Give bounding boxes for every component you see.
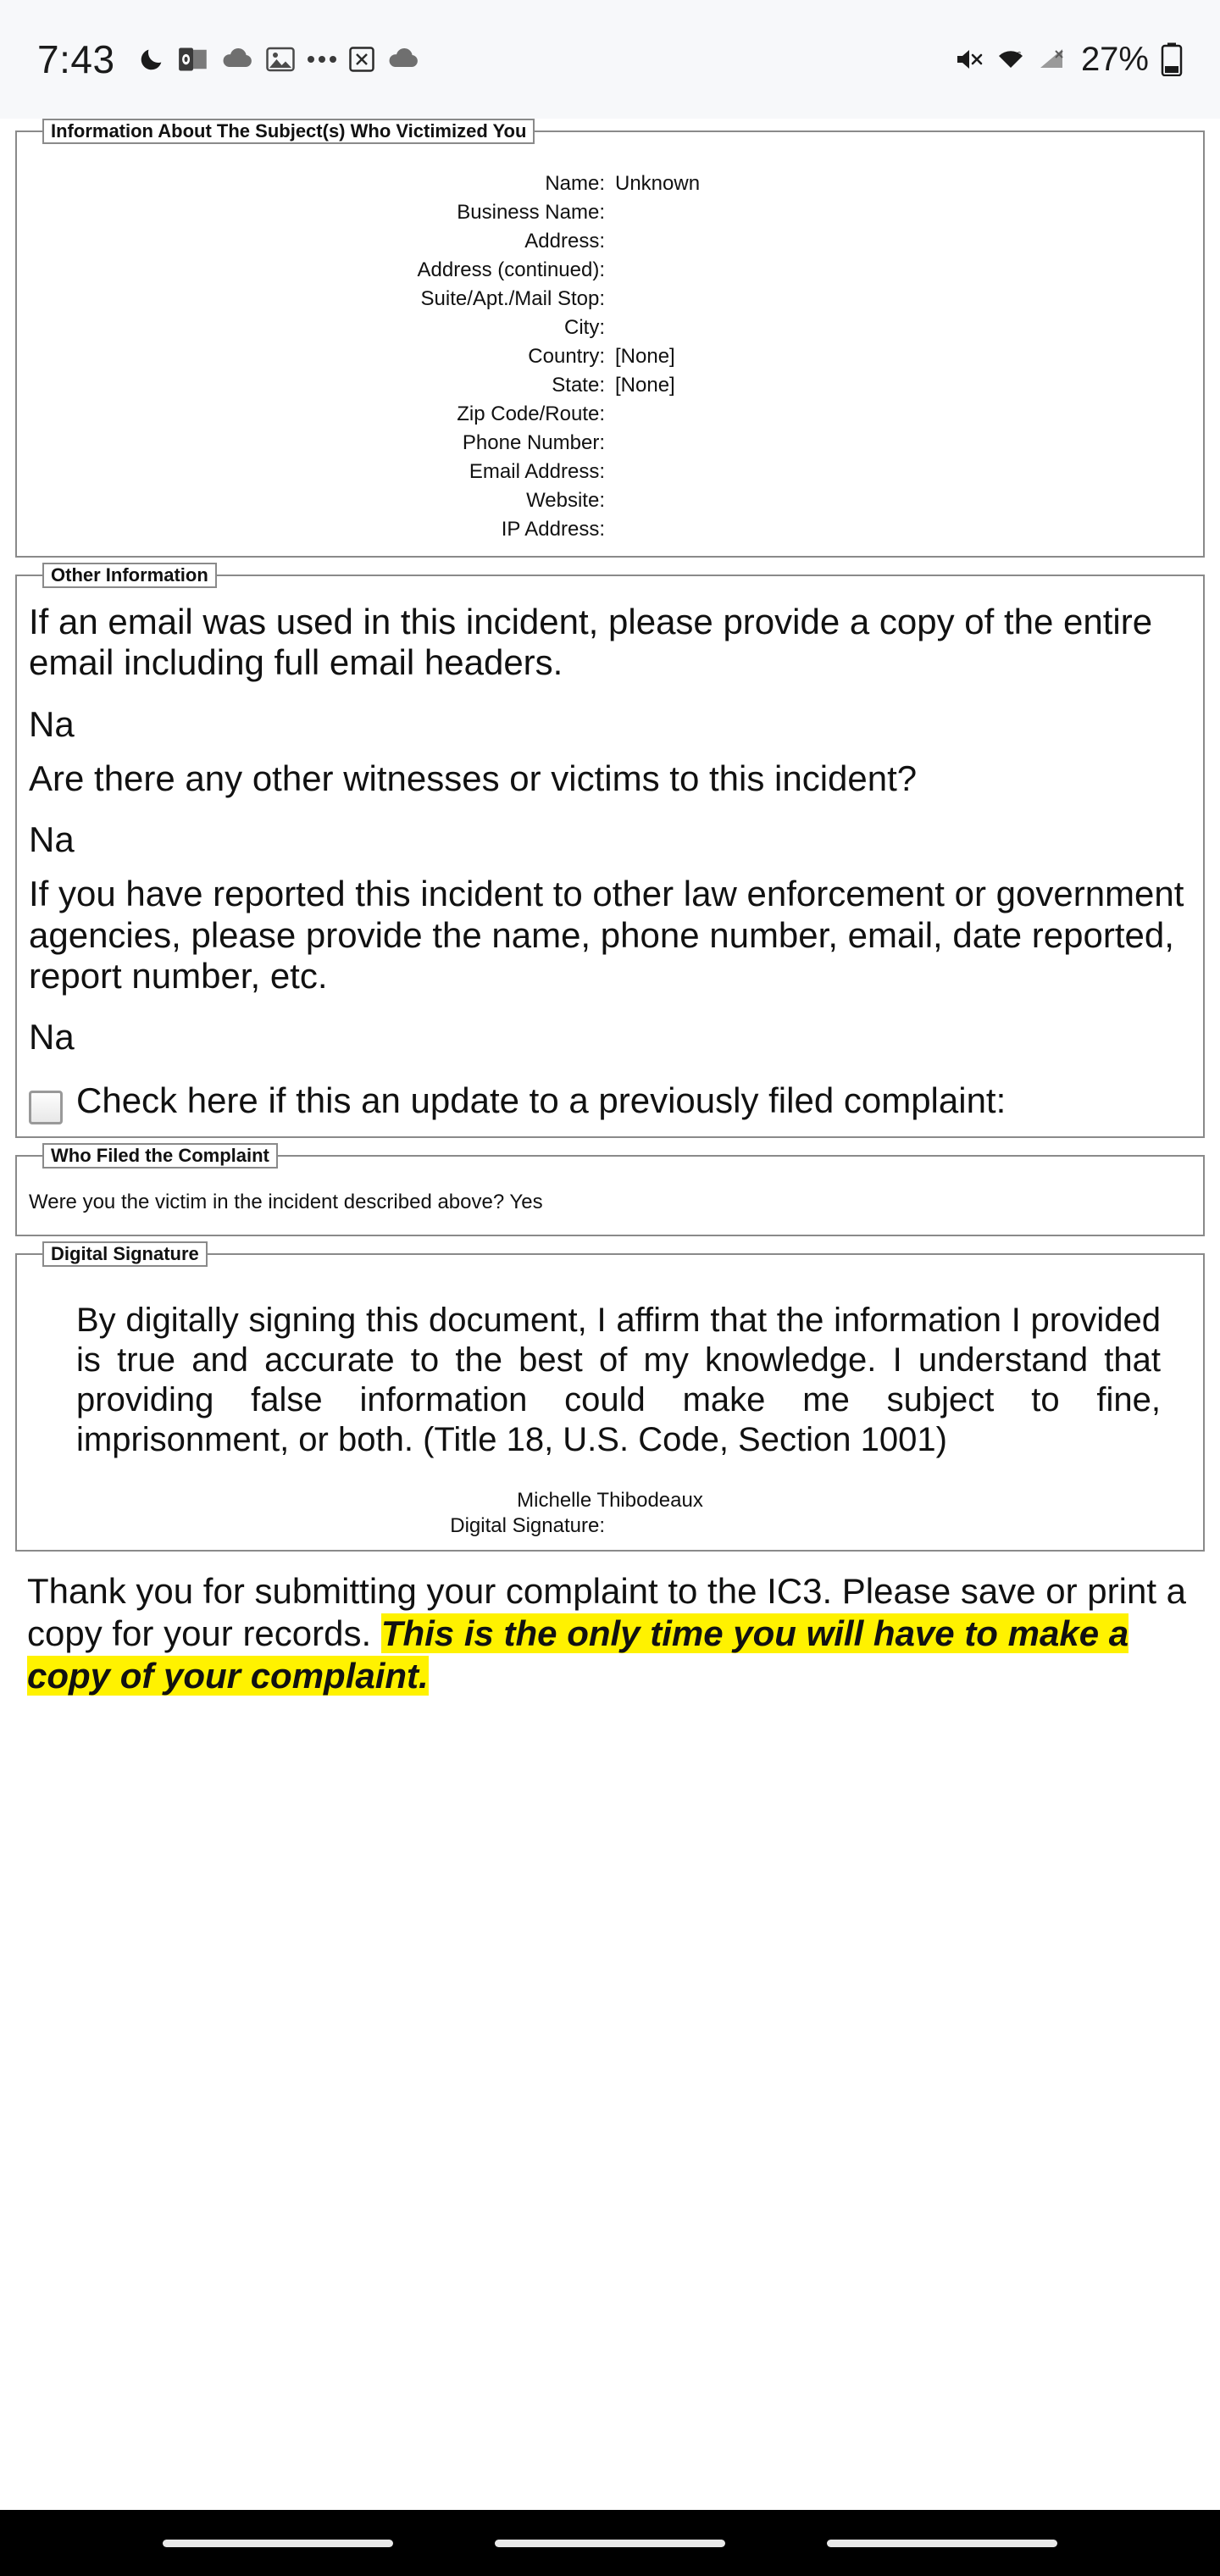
update-complaint-label: Check here if this an update to a previously filed complaint: xyxy=(76,1080,1006,1120)
table-row xyxy=(29,169,1191,198)
other-agencies-question: If you have reported this incident to other law enforcement or government agencies, please provide the name, phone number, email, date reported, report number, etc. xyxy=(29,874,1184,997)
update-complaint-checkbox-row[interactable] xyxy=(29,1080,1191,1124)
signature-name: Michelle Thibodeaux xyxy=(517,1489,703,1513)
field-value xyxy=(610,515,1191,544)
field-label: Email Address: xyxy=(469,460,605,483)
status-right-icons xyxy=(954,41,1183,79)
field-value xyxy=(610,400,1191,429)
field-label: Zip Code/Route: xyxy=(457,402,605,425)
other-information-section xyxy=(15,563,1205,1138)
who-filed-section xyxy=(15,1143,1205,1236)
field-value xyxy=(610,486,1191,515)
field-value xyxy=(610,285,1191,314)
status-left-icons xyxy=(137,45,420,74)
witness-question: Are there any other witnesses or victims to this incident? xyxy=(29,758,918,798)
cloud-icon-2 xyxy=(386,47,420,72)
nav-recents-button[interactable] xyxy=(163,2540,393,2547)
who-filed-legend: Who Filed the Complaint xyxy=(42,1143,278,1169)
status-bar xyxy=(0,0,1220,119)
field-value xyxy=(610,314,1191,342)
table-row xyxy=(29,400,1191,429)
field-value: Unknown xyxy=(615,172,701,195)
affirmation-text: By digitally signing this document, I affirm that the information I provided is true and accurate to the best of my knowledge. I understand that providing false information could make me subject to fine, imprisonment, or both. (Title 18, U.S. Code, Section 1001) xyxy=(76,1301,1161,1459)
table-row xyxy=(29,458,1191,486)
subject-fields-table xyxy=(29,169,1191,544)
field-label: Website: xyxy=(526,489,605,512)
mute-icon xyxy=(954,46,984,73)
table-row xyxy=(29,371,1191,400)
signature-label-row xyxy=(29,1514,1191,1538)
field-value: [None] xyxy=(615,374,675,397)
field-label: Phone Number: xyxy=(462,431,605,454)
table-row xyxy=(29,198,1191,227)
battery-percent: 27% xyxy=(1080,40,1149,78)
svg-text:6: 6 xyxy=(1016,51,1022,60)
who-filed-text: Were you the victim in the incident described above? Yes xyxy=(29,1190,543,1213)
wifi-icon xyxy=(995,46,1027,73)
field-value xyxy=(610,198,1191,227)
closing-message xyxy=(27,1570,1193,1696)
field-label: IP Address: xyxy=(501,518,605,541)
table-row xyxy=(29,256,1191,285)
table-row xyxy=(29,515,1191,544)
other-agencies-answer: Na xyxy=(29,1017,75,1058)
checkbox-icon[interactable] xyxy=(29,1091,63,1124)
outlook-icon xyxy=(178,46,208,73)
table-row xyxy=(29,342,1191,371)
more-dots-icon xyxy=(307,54,337,64)
x-app-icon xyxy=(349,47,374,72)
signal-icon xyxy=(1037,46,1066,73)
table-row xyxy=(29,486,1191,515)
signature-label: Digital Signature: xyxy=(450,1514,605,1538)
closing-text: Thank you for submitting your complaint to the IC3. Please save or print a copy for your records. xyxy=(27,1571,1187,1653)
field-value: [None] xyxy=(615,345,675,368)
status-time: 7:43 xyxy=(37,37,115,81)
field-label: City: xyxy=(564,316,605,339)
field-value xyxy=(610,227,1191,256)
android-navigation-bar xyxy=(0,2510,1220,2576)
closing-highlight: This is the only time you will have to make a copy of your complaint. xyxy=(27,1613,1129,1696)
digital-signature-section xyxy=(15,1241,1205,1552)
nav-home-button[interactable] xyxy=(495,2540,725,2547)
field-label: Address: xyxy=(524,230,605,253)
image-icon xyxy=(266,47,295,72)
subject-information-section xyxy=(15,119,1205,558)
field-label: Address (continued): xyxy=(417,258,605,281)
field-label: Suite/Apt./Mail Stop: xyxy=(420,287,605,310)
digital-signature-legend: Digital Signature xyxy=(42,1241,208,1267)
table-row xyxy=(29,314,1191,342)
field-label: Name: xyxy=(545,172,605,195)
field-value xyxy=(610,458,1191,486)
table-row xyxy=(29,285,1191,314)
table-row xyxy=(29,429,1191,458)
nav-back-button[interactable] xyxy=(827,2540,1057,2547)
email-question: If an email was used in this incident, please provide a copy of the entire email including full email headers. xyxy=(29,602,1153,683)
field-value xyxy=(610,429,1191,458)
cloud-icon xyxy=(220,47,254,72)
field-value xyxy=(610,256,1191,285)
field-label: Country: xyxy=(528,345,605,368)
field-label: State: xyxy=(552,374,605,397)
battery-icon xyxy=(1161,42,1183,76)
witness-answer: Na xyxy=(29,819,75,860)
complaint-document xyxy=(0,119,1220,1696)
table-row xyxy=(29,227,1191,256)
moon-icon xyxy=(137,45,166,74)
email-answer: Na xyxy=(29,703,75,744)
other-information-legend: Other Information xyxy=(42,563,217,588)
subject-information-legend: Information About The Subject(s) Who Victimized You xyxy=(42,119,535,144)
field-label: Business Name: xyxy=(457,201,605,224)
